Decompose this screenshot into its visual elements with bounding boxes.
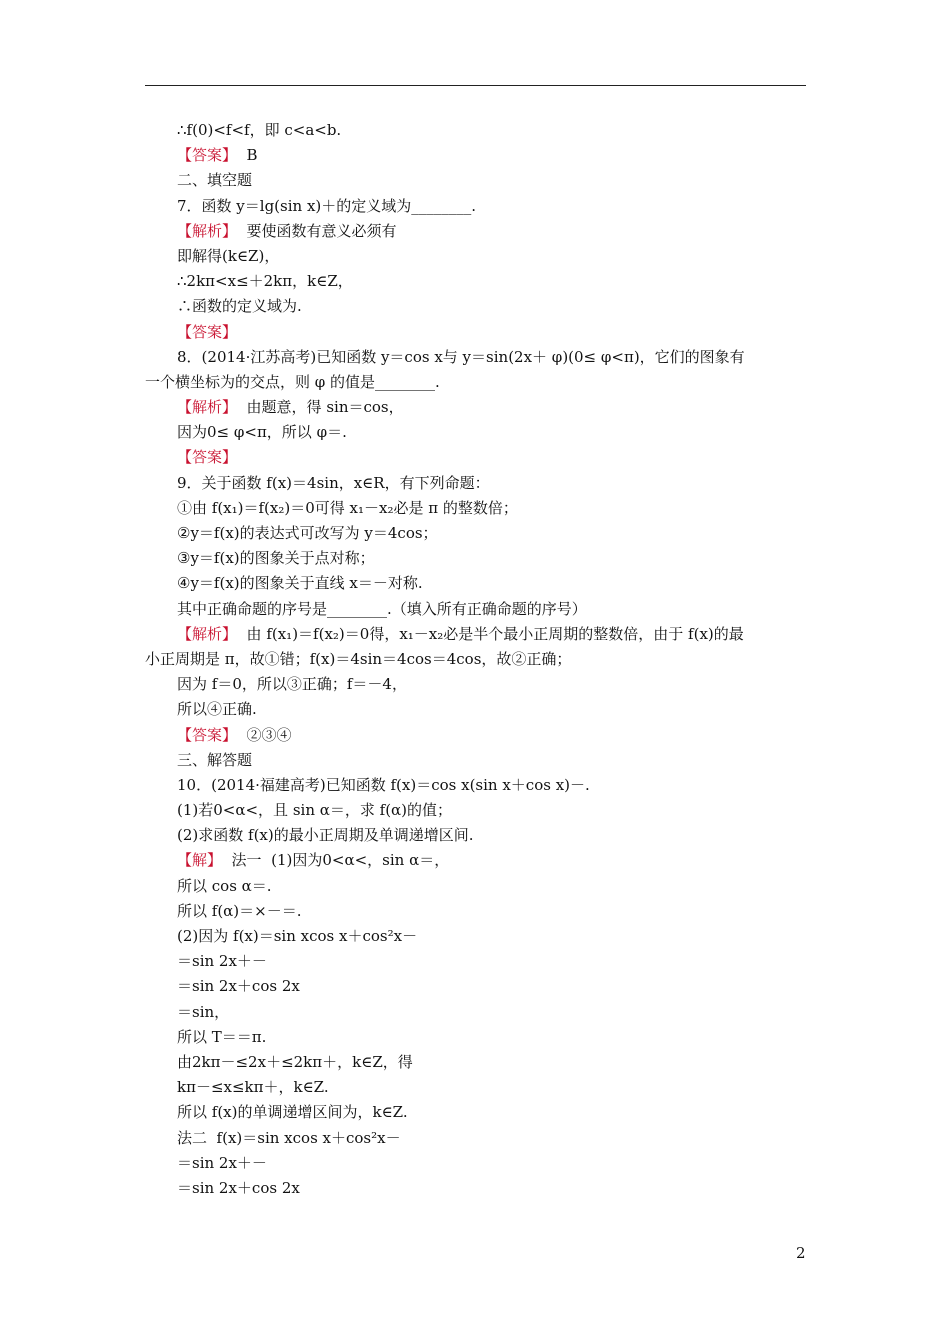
line-text: 所以 cos α＝. [177,876,272,895]
text-line [145,924,810,949]
line-text: ②③④ [237,725,292,744]
text-line [145,521,810,546]
text-line [145,1025,810,1050]
text-line [145,496,810,521]
section-tag: 【答案】 [177,448,238,467]
text-line [145,899,810,924]
text-line [145,370,810,395]
text-line [145,949,810,974]
text-line [145,697,810,722]
text-line [145,1000,810,1025]
line-text: 小正周期是 π，故①错；f(x)＝4sin＝4cos＝4cos，故②正确； [145,649,572,668]
line-text: 二、填空题 [177,171,253,190]
line-text: ③y＝f(x)的图象关于点对称； [177,549,375,568]
text-line [145,1151,810,1176]
document-body [145,118,810,1201]
section-tag: 【解析】 [177,398,238,417]
line-text: 三、解答题 [177,750,253,769]
line-text: ∴函数的定义域为. [177,297,302,316]
line-text: 因为 f＝0，所以③正确；f＝－4， [177,675,407,694]
text-line [145,219,810,244]
line-text: (2)因为 f(x)＝sin xcos x＋cos²x－ [177,927,418,945]
text-line [145,194,810,219]
line-text: 其中正确命题的序号是________.（填入所有正确命题的序号） [177,599,587,618]
text-line [145,445,810,470]
text-line [145,294,810,319]
section-tag: 【答案】 [177,146,238,165]
line-text: 因为0≤ φ<π，所以 φ＝. [177,423,347,442]
line-text: 法一 (1)因为0<α<，sin α＝， [222,851,450,870]
line-text: 所以 T＝＝π. [177,1027,267,1046]
text-line [145,420,810,445]
text-line [145,546,810,571]
text-line [145,748,810,773]
text-line [145,244,810,269]
text-line [145,471,810,496]
text-line [145,974,810,999]
section-tag: 【解析】 [177,221,238,240]
line-text: 所以④正确. [177,700,257,719]
line-text: 9．关于函数 f(x)＝4sin，x∈R，有下列命题： [177,473,490,492]
text-line [145,345,810,370]
text-line [145,823,810,848]
text-line [145,1075,810,1100]
text-line [145,773,810,798]
line-text: 一个横坐标为的交点，则 φ 的值是________. [145,372,440,391]
section-tag: 【答案】 [177,322,238,341]
text-line [145,1126,810,1151]
line-text: 7．函数 y＝lg(sin x)＋的定义域为________. [177,196,477,215]
line-text: ＝sin 2x＋－ [177,1153,267,1172]
line-text: ∴2kπ<x≤＋2kπ，k∈Z， [177,272,353,291]
line-text: 即解得(k∈Z)， [177,246,280,265]
line-text: ∴f(0)<f<f，即 c<a<b. [177,121,342,139]
text-line [145,1050,810,1075]
line-text: 所以 f(α)＝×－＝. [177,901,302,920]
line-text: kπ－≤x≤kπ＋，k∈Z. [177,1078,329,1097]
line-text: ①由 f(x₁)＝f(x₂)＝0可得 x₁－x₂必是 π 的整数倍； [177,498,518,517]
header-rule [145,85,806,86]
section-tag: 【解析】 [177,624,238,643]
line-text: (2)求函数 f(x)的最小正周期及单调递增区间. [177,826,474,845]
text-line [145,672,810,697]
line-text: ②y＝f(x)的表达式可改写为 y＝4cos； [177,524,438,542]
text-line [145,1176,810,1201]
text-line [145,168,810,193]
line-text: 所以 f(x)的单调递增区间为，k∈Z. [177,1103,408,1122]
line-text: 由题意，得 sin＝cos， [237,398,404,417]
text-line [145,395,810,420]
text-line [145,848,810,873]
line-text: ＝sin 2x＋cos 2x [177,1178,300,1197]
text-line [145,723,810,748]
text-line [145,571,810,596]
line-text: (1)若0<α<，且 sin α＝，求 f(α)的值； [177,801,453,820]
line-text: ＝sin， [177,1002,230,1021]
line-text: 8．(2014·江苏高考)已知函数 y＝cos x与 y＝sin(2x＋ φ)(0≤ φ<π)，它们的图象有 [177,347,745,366]
line-text: 由2kπ－≤2x＋≤2kπ＋，k∈Z，得 [177,1052,413,1071]
line-text: B [237,146,258,165]
line-text: ＝sin 2x＋－ [177,952,267,971]
text-line [145,143,810,168]
text-line [145,798,810,823]
section-tag: 【解】 [177,851,223,870]
text-line [145,874,810,899]
text-line [145,118,810,143]
text-line [145,1100,810,1125]
text-line [145,597,810,622]
line-text: 由 f(x₁)＝f(x₂)＝0得，x₁－x₂必是半个最小正周期的整数倍，由于 f(x)的最 [237,624,744,643]
page-number: 2 [796,1244,806,1262]
text-line [145,647,810,672]
text-line [145,269,810,294]
line-text: 要使函数有意义必须有 [237,221,397,240]
line-text: ＝sin 2x＋cos 2x [177,977,300,996]
line-text: 10．(2014·福建高考)已知函数 f(x)＝cos x(sin x＋cos x)－. [177,775,590,794]
line-text: ④y＝f(x)的图象关于直线 x＝－对称. [177,574,423,593]
text-line [145,320,810,345]
section-tag: 【答案】 [177,725,238,744]
text-line [145,622,810,647]
line-text: 法二 f(x)＝sin xcos x＋cos²x－ [177,1128,401,1147]
